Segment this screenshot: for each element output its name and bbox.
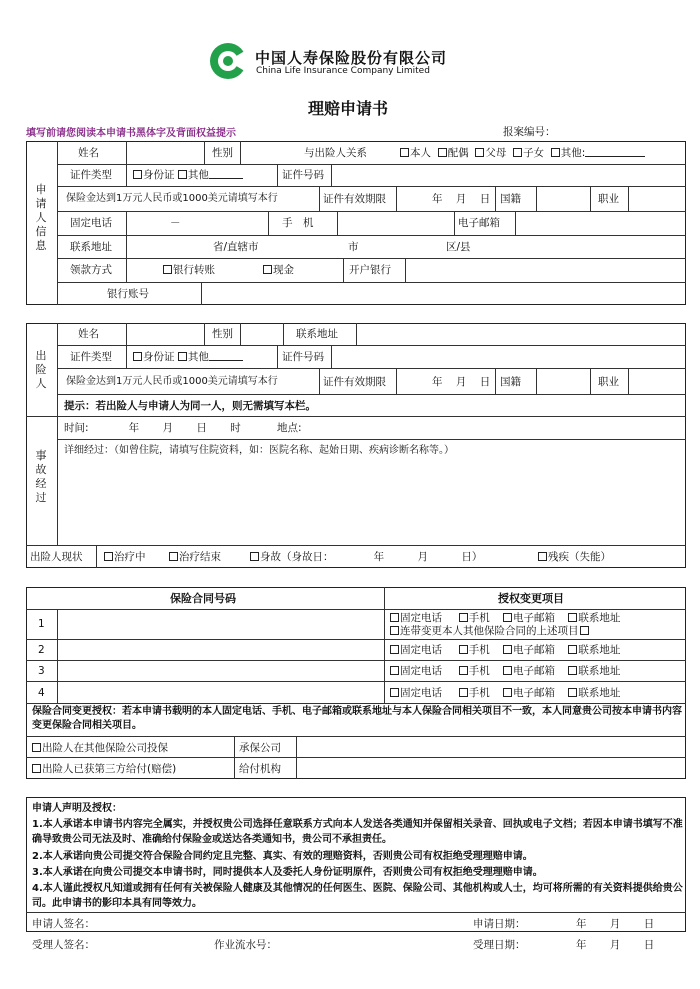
receive-date-label: 受理日期： (473, 939, 526, 951)
change-extra-end-checkbox[interactable] (580, 626, 589, 635)
insured-amount-note: 保险金达到1万元人民币或1000美元请填写本行 (66, 376, 278, 387)
applicant-nationality-label: 国籍 (500, 193, 521, 205)
insured-id-card-checkbox[interactable] (133, 352, 142, 361)
policy-number-header: 保险合同号码 (170, 592, 236, 605)
company-name-cn: 中国人寿保险股份有限公司 (255, 49, 448, 67)
change-mobile-checkbox-4[interactable] (459, 688, 468, 697)
change-extra-row: 连带变更本人其他保险合同的上述项目 (390, 624, 590, 638)
change-address-checkbox-4[interactable] (568, 688, 577, 697)
rel-self-checkbox[interactable] (400, 148, 409, 157)
insured-occupation-label: 职业 (598, 376, 619, 388)
applicant-relation-label: 与出险人关系 (304, 147, 367, 159)
other-insurer-label: 出险人在其他保险公司投保 (42, 742, 168, 754)
insured-gender-label: 性别 (212, 328, 233, 340)
applicant-account-label: 银行账号 (107, 288, 149, 300)
applicant-amount-note: 保险金达到1万元人民币或1000美元请填写本行 (66, 193, 278, 204)
rel-spouse-checkbox[interactable] (438, 148, 447, 157)
declaration-title: 申请人声明及授权： (32, 803, 122, 814)
death-checkbox[interactable] (250, 552, 259, 561)
change-email-checkbox-2[interactable] (503, 645, 512, 654)
rel-other-checkbox[interactable] (551, 148, 560, 157)
declaration-item-2: 2.本人承诺向贵公司提交符合保险合同约定且完整、真实、有效的理赔资料，否则贵公司有权拒绝受理理赔申请。 (32, 851, 533, 862)
insured-id-other-input[interactable] (209, 360, 243, 361)
applicant-id-card-checkbox[interactable] (133, 170, 142, 179)
insured-status-label: 出险人现状 (30, 551, 83, 563)
change-mobile-checkbox-3[interactable] (459, 666, 468, 675)
cash-checkbox[interactable] (263, 265, 272, 274)
contract-row-2: 2 (38, 644, 45, 656)
insured-id-no-label: 证件号码 (282, 351, 324, 363)
declaration-item-1: 1.本人承诺本申请书内容完全属实，并授权贵公司选择任意联系方式向本人发送各类通知并保留相关录音、回执或电子文档；若因本申请书填写不准确导致贵公司无法及时、准确给付保险金或送达各类通知书，贵公司不承担责任。 (32, 819, 683, 845)
applicant-info-table (26, 141, 686, 305)
treatment-done-checkbox[interactable] (169, 552, 178, 561)
third-party-checkbox[interactable] (32, 764, 41, 773)
applicant-id-valid-label: 证件有效期限 (323, 193, 386, 205)
receiver-sign-label: 受理人签名： (32, 939, 95, 951)
disability-checkbox[interactable] (538, 552, 547, 561)
insured-side-label: 出 险 人 (35, 349, 47, 390)
accident-side-label: 事 故 经 过 (35, 449, 47, 504)
change-phone-checkbox-3[interactable] (390, 666, 399, 675)
contract-auth-text: 保险合同变更授权：若本申请书载明的本人固定电话、手机、电子邮箱或联系地址与本人保险合同相关项目不一致，本人同意贵公司按本申请书内容变更保险合同相关项目。 (32, 706, 682, 731)
insured-nationality-label: 国籍 (500, 376, 521, 388)
china-life-logo-icon (208, 41, 248, 81)
change-items-row-4: 固定电话 手机 电子邮箱 联系地址 (390, 686, 620, 700)
change-items-row-3: 固定电话 手机 电子邮箱 联系地址 (390, 664, 620, 678)
fill-notice: 填写前请您阅读本申请书黑体字及背面权益提示 (26, 128, 236, 139)
applicant-email-label: 电子邮箱 (458, 217, 500, 229)
insured-id-valid-label: 证件有效期限 (323, 376, 386, 388)
applicant-bank-label: 开户银行 (349, 264, 391, 276)
change-phone-checkbox-1[interactable] (390, 613, 399, 622)
change-mobile-checkbox-2[interactable] (459, 645, 468, 654)
work-number-label: 作业流水号： (214, 939, 277, 951)
contract-row-1: 1 (38, 618, 45, 630)
change-email-checkbox-1[interactable] (503, 613, 512, 622)
applicant-occupation-label: 职业 (598, 193, 619, 205)
other-insurer-checkbox[interactable] (32, 743, 41, 752)
accident-details-label: 详细经过：（如曾住院，请填写住院资料，如：医院名称、起始日期、疾病诊断名称等。） (64, 445, 454, 456)
accident-place-label: 地点: (277, 422, 302, 434)
third-party-label: 出险人已获第三方给付(赔偿) (42, 763, 177, 775)
insured-name-label: 姓名 (78, 328, 99, 340)
declaration-item-4: 4.本人谨此授权凡知道或拥有任何有关被保险人健康及其他情况的任何医生、医院、保险公司、其他机构或人士，均可将所需的有关资料提供给贵公司。此申请书的影印本具有同等效力。 (32, 883, 683, 909)
change-email-checkbox-4[interactable] (503, 688, 512, 697)
company-logo (208, 41, 248, 81)
insurer-label: 承保公司 (239, 742, 281, 754)
rel-child-checkbox[interactable] (513, 148, 522, 157)
change-phone-checkbox-4[interactable] (390, 688, 399, 697)
insured-address-label: 联系地址 (296, 328, 338, 340)
company-name-en: China Life Insurance Company Limited (256, 66, 430, 76)
report-number-label: 报案编号： (503, 126, 556, 138)
declaration-item-3: 3.本人承诺在向贵公司提交本申请书时，同时提供本人及委托人身份证明原件，否则贵公司有权拒绝受理理赔申请。 (32, 867, 543, 878)
rel-other-input[interactable] (585, 156, 645, 157)
applicant-id-other-input[interactable] (209, 178, 243, 179)
apply-date-label: 申请日期： (473, 918, 526, 930)
applicant-payment-label: 领款方式 (70, 264, 112, 276)
change-extra-checkbox[interactable] (390, 626, 399, 635)
contract-row-4: 4 (38, 687, 45, 699)
applicant-side-label: 申 请 人 信 息 (35, 183, 47, 252)
change-email-checkbox-3[interactable] (503, 666, 512, 675)
bank-transfer-checkbox[interactable] (163, 265, 172, 274)
applicant-sign-label: 申请人签名： (32, 918, 95, 930)
rel-parents-checkbox[interactable] (475, 148, 484, 157)
change-address-checkbox-1[interactable] (568, 613, 577, 622)
change-mobile-checkbox-1[interactable] (459, 613, 468, 622)
insured-id-type-label: 证件类型 (70, 351, 112, 363)
applicant-id-other-checkbox[interactable] (178, 170, 187, 179)
change-address-checkbox-2[interactable] (568, 645, 577, 654)
change-address-checkbox-3[interactable] (568, 666, 577, 675)
applicant-phone-label: 固定电话 (70, 217, 112, 229)
form-title: 理赔申请书 (308, 99, 389, 118)
change-items-row-2: 固定电话 手机 电子邮箱 联系地址 (390, 643, 620, 657)
change-phone-checkbox-2[interactable] (390, 645, 399, 654)
payer-label: 给付机构 (239, 763, 281, 775)
in-treatment-checkbox[interactable] (104, 552, 113, 561)
applicant-name-label: 姓名 (78, 147, 99, 159)
applicant-gender-label: 性别 (212, 147, 233, 159)
applicant-mobile-label: 手 机 (282, 217, 314, 229)
insured-id-other-checkbox[interactable] (178, 352, 187, 361)
contract-row-3: 3 (38, 665, 45, 677)
insured-hint: 提示：若出险人与申请人为同一人，则无需填写本栏。 (64, 400, 316, 412)
applicant-address-label: 联系地址 (70, 241, 112, 253)
applicant-id-type-label: 证件类型 (70, 169, 112, 181)
change-items-header: 授权变更项目 (498, 592, 564, 605)
change-items-row-1: 固定电话 手机 电子邮箱 联系地址 (390, 611, 620, 625)
accident-time-label: 时间: 年 月 日 时 (64, 422, 241, 434)
applicant-id-no-label: 证件号码 (282, 169, 324, 181)
